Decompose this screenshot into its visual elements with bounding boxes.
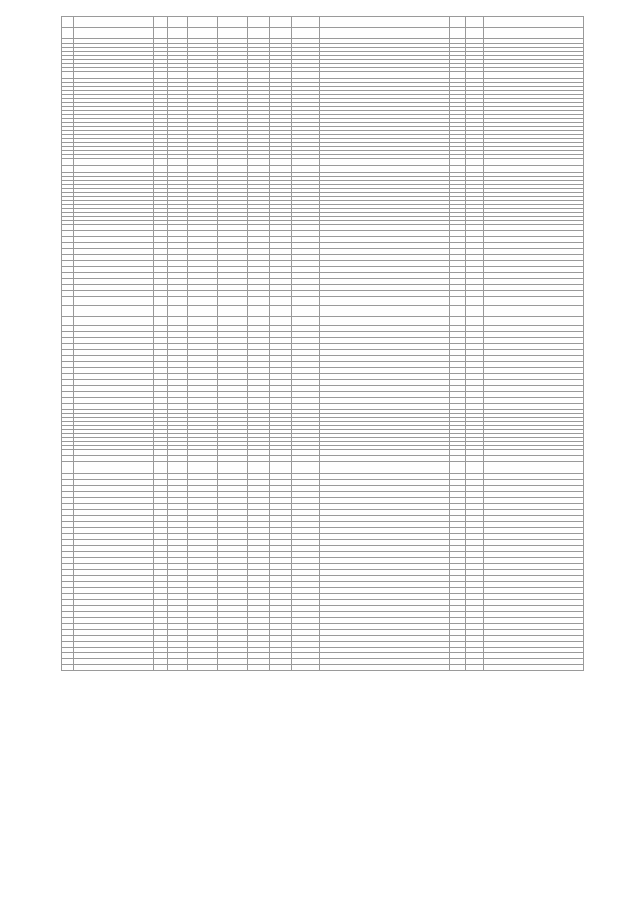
table-cell <box>320 306 450 317</box>
table-cell <box>62 462 74 474</box>
table-cell <box>168 17 188 28</box>
table-cell <box>248 306 270 317</box>
table-cell <box>62 297 74 306</box>
table-cell <box>62 28 74 39</box>
table-cell <box>292 28 320 39</box>
table-cell <box>74 28 154 39</box>
table-cell <box>320 166 450 173</box>
table-cell <box>270 462 292 474</box>
table-cell <box>74 159 154 166</box>
table-cell <box>188 159 218 166</box>
table-cell <box>320 317 450 326</box>
table-cell <box>218 159 248 166</box>
table-cell <box>168 166 188 173</box>
table-cell <box>466 306 484 317</box>
table-cell <box>320 297 450 306</box>
table-cell <box>484 159 584 166</box>
table-cell <box>484 317 584 326</box>
table-cell <box>484 72 584 79</box>
table-cell <box>168 28 188 39</box>
table-cell <box>270 72 292 79</box>
table-cell <box>218 306 248 317</box>
table-cell <box>484 665 584 671</box>
table-cell <box>168 159 188 166</box>
table-cell <box>154 297 168 306</box>
table-cell <box>248 665 270 671</box>
table-cell <box>188 306 218 317</box>
table-cell <box>248 28 270 39</box>
table-cell <box>62 665 74 671</box>
table-cell <box>62 17 74 28</box>
table-cell <box>270 166 292 173</box>
table-cell <box>188 17 218 28</box>
table-cell <box>74 297 154 306</box>
table-cell <box>466 166 484 173</box>
table-cell <box>154 159 168 166</box>
table-cell <box>450 17 466 28</box>
table-cell <box>168 297 188 306</box>
table-cell <box>168 306 188 317</box>
table-cell <box>450 297 466 306</box>
table-cell <box>62 72 74 79</box>
table-cell <box>74 166 154 173</box>
table-cell <box>154 166 168 173</box>
table-cell <box>154 72 168 79</box>
table-row <box>62 665 584 671</box>
table-cell <box>270 297 292 306</box>
table-cell <box>168 665 188 671</box>
table-row <box>62 166 584 173</box>
table-cell <box>248 166 270 173</box>
table-row <box>62 72 584 79</box>
table-cell <box>154 17 168 28</box>
table-cell <box>74 17 154 28</box>
table-cell <box>218 317 248 326</box>
table-cell <box>218 297 248 306</box>
table-cell <box>218 166 248 173</box>
table-cell <box>292 462 320 474</box>
table-cell <box>320 28 450 39</box>
table-cell <box>450 72 466 79</box>
table-cell <box>154 306 168 317</box>
table-cell <box>74 462 154 474</box>
table-cell <box>320 17 450 28</box>
table-cell <box>188 72 218 79</box>
table-cell <box>484 166 584 173</box>
table-cell <box>450 317 466 326</box>
table-cell <box>62 317 74 326</box>
table-cell <box>168 462 188 474</box>
table-cell <box>484 297 584 306</box>
table-cell <box>168 72 188 79</box>
table-cell <box>450 665 466 671</box>
table-cell <box>484 17 584 28</box>
table-cell <box>466 462 484 474</box>
table-cell <box>248 317 270 326</box>
table-cell <box>466 297 484 306</box>
table-cell <box>466 72 484 79</box>
table-cell <box>154 462 168 474</box>
table-cell <box>218 665 248 671</box>
table-row <box>62 297 584 306</box>
table-cell <box>218 17 248 28</box>
table-cell <box>248 462 270 474</box>
table-cell <box>74 306 154 317</box>
table-cell <box>74 72 154 79</box>
table-cell <box>188 462 218 474</box>
table-cell <box>320 665 450 671</box>
table-cell <box>450 462 466 474</box>
table-cell <box>218 462 248 474</box>
table-cell <box>292 665 320 671</box>
table-cell <box>154 28 168 39</box>
table-cell <box>292 17 320 28</box>
table-row <box>62 306 584 317</box>
table-row <box>62 28 584 39</box>
table-row <box>62 17 584 28</box>
table-cell <box>450 166 466 173</box>
table-cell <box>188 28 218 39</box>
table-cell <box>74 665 154 671</box>
table-cell <box>270 665 292 671</box>
table-row <box>62 462 584 474</box>
table-cell <box>270 28 292 39</box>
table-cell <box>62 159 74 166</box>
table-cell <box>270 306 292 317</box>
table-cell <box>292 317 320 326</box>
table-cell <box>62 166 74 173</box>
table-cell <box>320 462 450 474</box>
table-cell <box>218 28 248 39</box>
table-cell <box>466 17 484 28</box>
table-cell <box>320 72 450 79</box>
table-cell <box>292 166 320 173</box>
table-cell <box>154 665 168 671</box>
table-cell <box>466 159 484 166</box>
table-cell <box>248 17 270 28</box>
table-cell <box>154 317 168 326</box>
table-cell <box>188 665 218 671</box>
table-cell <box>270 317 292 326</box>
table-cell <box>466 665 484 671</box>
table-cell <box>450 159 466 166</box>
table-cell <box>450 306 466 317</box>
table-cell <box>484 462 584 474</box>
table-row <box>62 317 584 326</box>
table-cell <box>74 317 154 326</box>
table-cell <box>270 17 292 28</box>
table-cell <box>248 297 270 306</box>
table-row <box>62 159 584 166</box>
table-cell <box>62 306 74 317</box>
table-cell <box>188 317 218 326</box>
table-cell <box>168 317 188 326</box>
table-cell <box>466 317 484 326</box>
table-cell <box>466 28 484 39</box>
table-cell <box>450 28 466 39</box>
table-cell <box>270 159 292 166</box>
table-cell <box>292 72 320 79</box>
table-cell <box>484 28 584 39</box>
table-cell <box>292 297 320 306</box>
table-cell <box>292 306 320 317</box>
table-cell <box>218 72 248 79</box>
table-cell <box>188 166 218 173</box>
table-cell <box>484 306 584 317</box>
table-cell <box>248 72 270 79</box>
table-cell <box>188 297 218 306</box>
table-cell <box>292 159 320 166</box>
table-cell <box>320 159 450 166</box>
table-cell <box>248 159 270 166</box>
register-table <box>61 16 583 671</box>
